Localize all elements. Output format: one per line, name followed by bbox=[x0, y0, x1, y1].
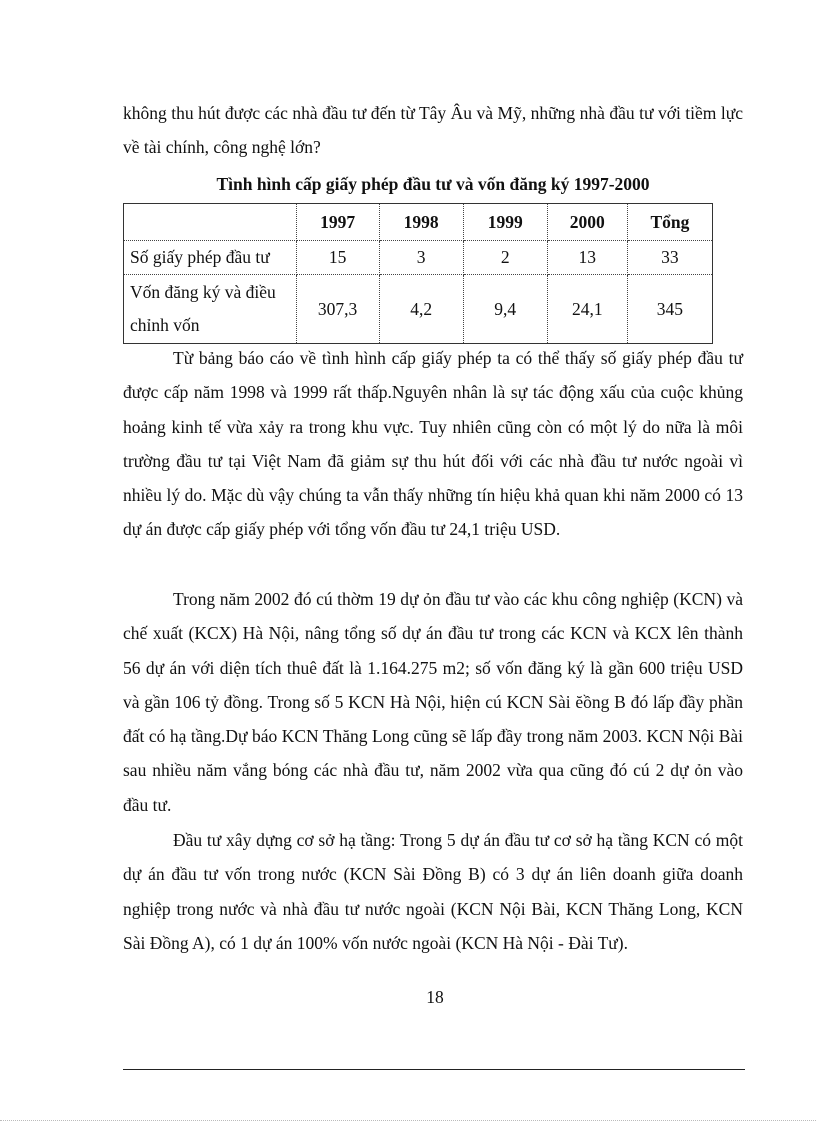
footer-rule bbox=[123, 1069, 745, 1070]
bottom-border bbox=[0, 1120, 816, 1121]
license-capital-table bbox=[123, 203, 713, 344]
table-row bbox=[124, 241, 713, 275]
table-header-corner bbox=[124, 204, 297, 241]
table-cell: 13 bbox=[547, 241, 627, 275]
table-cell: 3 bbox=[379, 241, 463, 275]
page-number: 18 bbox=[426, 987, 444, 1007]
table-header-1999: 1999 bbox=[463, 204, 547, 241]
intro-paragraph: không thu hút được các nhà đầu tư đến từ Tây Âu và Mỹ, những nhà đầu tư với tiềm lực về tài chính, công nghệ lớn? bbox=[123, 103, 743, 158]
table-header-2000: 2000 bbox=[547, 204, 627, 241]
table-row bbox=[124, 275, 713, 344]
table-header-1997: 1997 bbox=[296, 204, 379, 241]
table-header-total: Tổng bbox=[627, 204, 712, 241]
body-paragraph: Từ bảng báo cáo về tình hình cấp giấy phép ta có thể thấy số giấy phép đầu tư được cấp năm 1998 và 1999 rất thấp.Nguyên nhân là sự tác động xấu của cuộc khủng hoảng kinh tế vừa xảy ra trong khu vực. Tuy nhiên cũng còn có một lý do nữa là môi trường đầu tư tại Việt Nam đã giảm sự thu hút đối với các nhà đầu tư nước ngoài vì nhiều lý do. Mặc dù vậy chúng ta vẫn thấy những tín hiệu khả quan khi năm 2000 có 13 dự án được cấp giấy phép với tổng vốn đầu tư 24,1 triệu USD. bbox=[123, 348, 743, 540]
table-title: Tình hình cấp giấy phép đầu tư và vốn đăng ký 1997-2000 bbox=[216, 174, 650, 194]
table-cell: 345 bbox=[627, 275, 712, 344]
table-cell: 24,1 bbox=[547, 275, 627, 344]
table-header-1998: 1998 bbox=[379, 204, 463, 241]
row-label-capital: Vốn đăng ký và điều chỉnh vốn bbox=[124, 275, 297, 344]
table-cell: 15 bbox=[296, 241, 379, 275]
table-cell: 4,2 bbox=[379, 275, 463, 344]
table-cell: 9,4 bbox=[463, 275, 547, 344]
table-header-row bbox=[124, 204, 713, 241]
body-paragraph: Trong năm 2002 đó cú thờm 19 dự ỏn đầu tư vào các khu công nghiệp (KCN) và chế xuất (KCX) Hà Nội, nâng tổng số dự án đầu tư trong các KCN và KCX lên thành 56 dự án với diện tích thuê đất là 1.164.275 m2; số vốn đăng ký là gần 600 triệu USD và gần 106 tỷ đồng. Trong số 5 KCN Hà Nội, hiện cú KCN Sài ĕồng B đó lấp đầy phần đất có hạ tầng.Dự báo KCN Thăng Long cũng sẽ lấp đầy trong năm 2003. KCN Nội Bài sau nhiều năm vắng bóng các nhà đầu tư, năm 2002 vừa qua cũng đó cú 2 dự ỏn vào đầu tư. bbox=[123, 589, 743, 815]
table-cell: 307,3 bbox=[296, 275, 379, 344]
table-cell: 33 bbox=[627, 241, 712, 275]
table-cell: 2 bbox=[463, 241, 547, 275]
row-label-licenses: Số giấy phép đầu tư bbox=[124, 241, 297, 275]
body-paragraph: Đầu tư xây dựng cơ sở hạ tầng: Trong 5 dự án đầu tư cơ sở hạ tầng KCN có một dự án đầu tư vốn trong nước (KCN Sài Đồng B) có 3 dự án liên doanh giữa doanh nghiệp trong nước và nhà đầu tư nước ngoài (KCN Nội Bài, KCN Thăng Long, KCN Sài Đồng A), có 1 dự án 100% vốn nước ngoài (KCN Hà Nội - Đài Tư). bbox=[123, 830, 743, 953]
